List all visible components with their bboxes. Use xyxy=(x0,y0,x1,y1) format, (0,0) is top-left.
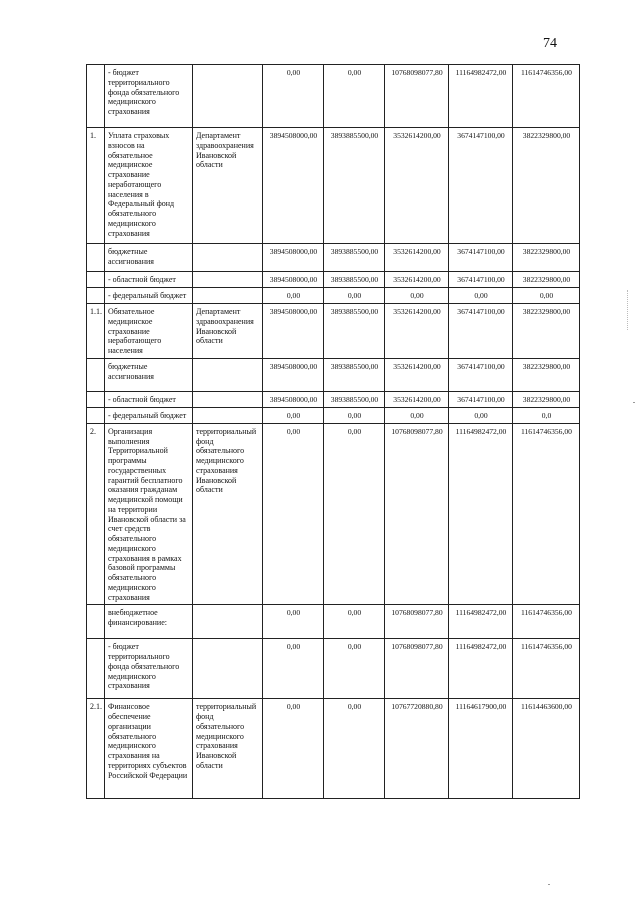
row-index-cell xyxy=(87,407,105,423)
row-responsible-cell xyxy=(193,244,263,272)
row-amount-cell: 3674147100,00 xyxy=(449,272,513,288)
row-amount-cell: 11164982472,00 xyxy=(449,65,513,128)
row-responsible-cell xyxy=(193,639,263,699)
row-description-cell: - бюджет территориального фонда обязательного медицинского страхования xyxy=(105,639,193,699)
row-index-cell xyxy=(87,244,105,272)
row-amount-cell: 11614746356,00 xyxy=(513,423,580,605)
row-description-cell: Финансовое обеспечение организации обязательного медицинского страхования на территориях субъектов Российской Федерации xyxy=(105,699,193,799)
row-amount-cell: 0,00 xyxy=(324,639,385,699)
row-amount-cell: 3894508000,00 xyxy=(263,244,324,272)
row-responsible-cell xyxy=(193,407,263,423)
row-responsible-cell xyxy=(193,272,263,288)
row-amount-cell: 3674147100,00 xyxy=(449,358,513,391)
row-amount-cell: 0,00 xyxy=(263,288,324,304)
row-amount-cell: 0,00 xyxy=(385,407,449,423)
row-description-cell: - федеральный бюджет xyxy=(105,407,193,423)
table-row xyxy=(87,288,580,304)
row-index-cell xyxy=(87,358,105,391)
margin-mark xyxy=(627,290,630,330)
page-number: 74 xyxy=(543,36,557,51)
row-description-cell: - бюджет территориального фонда обязательного медицинского страхования xyxy=(105,65,193,128)
row-amount-cell: 3674147100,00 xyxy=(449,391,513,407)
row-index-cell xyxy=(87,288,105,304)
row-amount-cell: 3822329800,00 xyxy=(513,128,580,244)
row-amount-cell: 10767720880,80 xyxy=(385,699,449,799)
row-index-cell: 2. xyxy=(87,423,105,605)
row-description-cell: внебюджетное финансирование: xyxy=(105,605,193,639)
table-row xyxy=(87,423,580,605)
row-amount-cell: 0,00 xyxy=(324,407,385,423)
row-amount-cell: 0,0 xyxy=(513,407,580,423)
row-amount-cell: 11614746356,00 xyxy=(513,639,580,699)
row-description-cell: - областной бюджет xyxy=(105,391,193,407)
table-row xyxy=(87,407,580,423)
row-amount-cell: 3822329800,00 xyxy=(513,304,580,359)
row-description-cell: - областной бюджет xyxy=(105,272,193,288)
row-amount-cell: 3894508000,00 xyxy=(263,391,324,407)
row-amount-cell: 0,00 xyxy=(324,288,385,304)
table-row xyxy=(87,358,580,391)
scan-dot xyxy=(548,884,550,885)
row-amount-cell: 0,00 xyxy=(449,407,513,423)
row-responsible-cell xyxy=(193,391,263,407)
row-amount-cell: 3532614200,00 xyxy=(385,358,449,391)
row-amount-cell: 3674147100,00 xyxy=(449,244,513,272)
row-description-cell: Уплата страховых взносов на обязательное медицинское страхование неработающего населения в Федеральный фонд обязательного медицинского страхования xyxy=(105,128,193,244)
row-amount-cell: 11164982472,00 xyxy=(449,423,513,605)
row-amount-cell: 3532614200,00 xyxy=(385,391,449,407)
row-amount-cell: 3674147100,00 xyxy=(449,128,513,244)
row-amount-cell: 3893885500,00 xyxy=(324,272,385,288)
row-amount-cell: 3894508000,00 xyxy=(263,304,324,359)
row-amount-cell: 10768098077,80 xyxy=(385,639,449,699)
row-amount-cell: 0,00 xyxy=(449,288,513,304)
row-amount-cell: 3822329800,00 xyxy=(513,391,580,407)
row-index-cell xyxy=(87,272,105,288)
row-index-cell: 2.1. xyxy=(87,699,105,799)
row-amount-cell: 3893885500,00 xyxy=(324,128,385,244)
row-index-cell xyxy=(87,605,105,639)
table-row xyxy=(87,605,580,639)
row-index-cell xyxy=(87,639,105,699)
row-amount-cell: 11614746356,00 xyxy=(513,605,580,639)
table-row xyxy=(87,272,580,288)
row-amount-cell: 3674147100,00 xyxy=(449,304,513,359)
row-amount-cell: 3893885500,00 xyxy=(324,304,385,359)
table-row xyxy=(87,65,580,128)
row-amount-cell: 0,00 xyxy=(263,65,324,128)
row-amount-cell: 10768098077,80 xyxy=(385,423,449,605)
row-description-cell: бюджетные ассигнования xyxy=(105,244,193,272)
row-amount-cell: 0,00 xyxy=(263,423,324,605)
row-amount-cell: 0,00 xyxy=(385,288,449,304)
table-row xyxy=(87,128,580,244)
row-amount-cell: 3894508000,00 xyxy=(263,128,324,244)
table-row xyxy=(87,639,580,699)
row-responsible-cell: Департамент здравоохранения Ивановской области xyxy=(193,128,263,244)
row-amount-cell: 11164982472,00 xyxy=(449,605,513,639)
row-description-cell: бюджетные ассигнования xyxy=(105,358,193,391)
budget-table xyxy=(86,64,580,799)
row-responsible-cell xyxy=(193,65,263,128)
row-responsible-cell xyxy=(193,288,263,304)
row-amount-cell: 10768098077,80 xyxy=(385,605,449,639)
row-amount-cell: 10768098077,80 xyxy=(385,65,449,128)
row-description-cell: - федеральный бюджет xyxy=(105,288,193,304)
row-index-cell: 1. xyxy=(87,128,105,244)
row-description-cell: Обязательное медицинское страхование неработающего населения xyxy=(105,304,193,359)
row-responsible-cell xyxy=(193,358,263,391)
row-amount-cell: 3532614200,00 xyxy=(385,304,449,359)
row-amount-cell: 0,00 xyxy=(324,423,385,605)
row-responsible-cell: Департамент здравоохранения Ивановской области xyxy=(193,304,263,359)
row-amount-cell: 3893885500,00 xyxy=(324,391,385,407)
row-amount-cell: 3893885500,00 xyxy=(324,244,385,272)
row-amount-cell: 3894508000,00 xyxy=(263,358,324,391)
row-amount-cell: 11164617900,00 xyxy=(449,699,513,799)
table-row xyxy=(87,304,580,359)
row-amount-cell: 3893885500,00 xyxy=(324,358,385,391)
row-amount-cell: 3532614200,00 xyxy=(385,244,449,272)
row-amount-cell: 0,00 xyxy=(263,605,324,639)
row-amount-cell: 3822329800,00 xyxy=(513,244,580,272)
table-row xyxy=(87,391,580,407)
row-amount-cell: 0,00 xyxy=(324,699,385,799)
row-amount-cell: 11614746356,00 xyxy=(513,65,580,128)
row-index-cell: 1.1. xyxy=(87,304,105,359)
row-responsible-cell: территориальный фонд обязательного медицинского страхования Ивановской области xyxy=(193,699,263,799)
row-amount-cell: 0,00 xyxy=(513,288,580,304)
row-amount-cell: 0,00 xyxy=(324,65,385,128)
row-amount-cell: 3822329800,00 xyxy=(513,358,580,391)
row-amount-cell: 3532614200,00 xyxy=(385,128,449,244)
row-amount-cell: 3532614200,00 xyxy=(385,272,449,288)
row-amount-cell: 3822329800,00 xyxy=(513,272,580,288)
row-index-cell xyxy=(87,65,105,128)
row-amount-cell: 0,00 xyxy=(263,639,324,699)
row-amount-cell: 11614463600,00 xyxy=(513,699,580,799)
row-description-cell: Организация выполнения Территориальной программы государственных гарантий бесплатного оказания гражданам медицинской помощи на территории Ивановской области за счет средств обязательного медицинского страхования в рамках базовой программы обязательного медицинского страхования xyxy=(105,423,193,605)
row-amount-cell: 3894508000,00 xyxy=(263,272,324,288)
table-row xyxy=(87,244,580,272)
row-index-cell xyxy=(87,391,105,407)
table-row xyxy=(87,699,580,799)
row-amount-cell: 0,00 xyxy=(324,605,385,639)
row-amount-cell: 0,00 xyxy=(263,407,324,423)
row-amount-cell: 11164982472,00 xyxy=(449,639,513,699)
row-responsible-cell: территориальный фонд обязательного медицинского страхования Ивановской области xyxy=(193,423,263,605)
scan-dot xyxy=(633,402,635,403)
row-amount-cell: 0,00 xyxy=(263,699,324,799)
row-responsible-cell xyxy=(193,605,263,639)
